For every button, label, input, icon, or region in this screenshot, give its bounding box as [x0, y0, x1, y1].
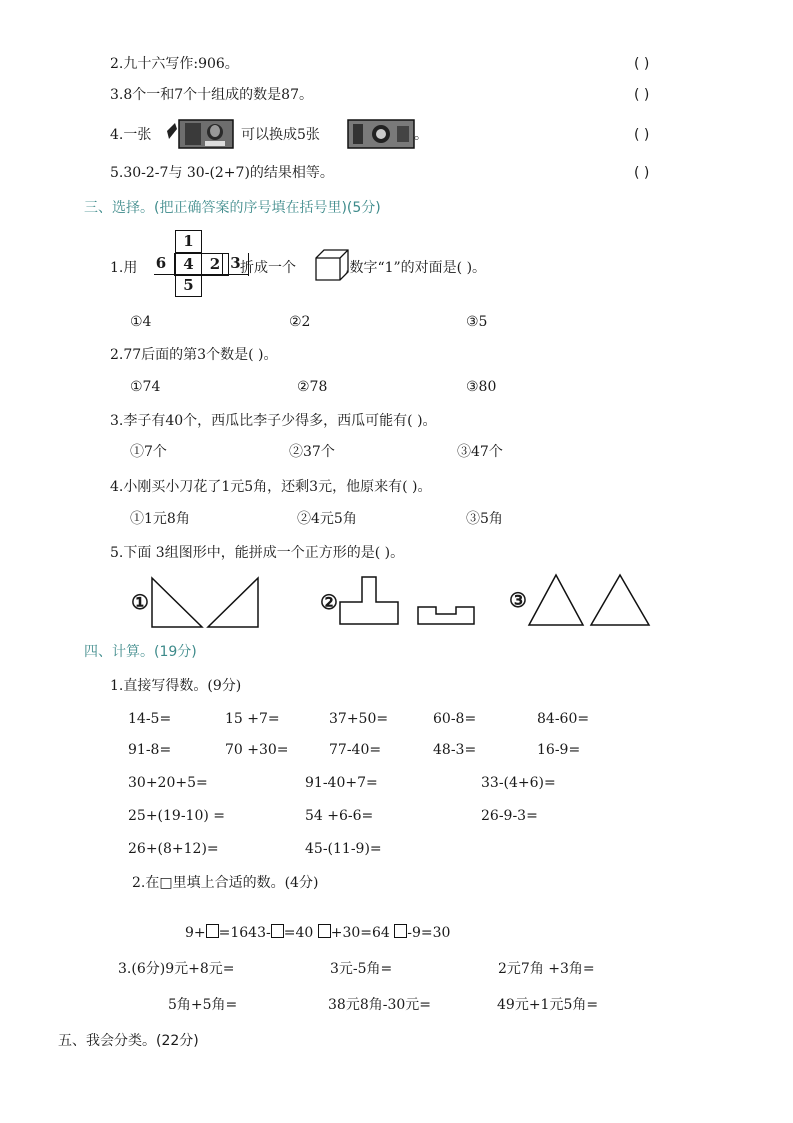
- section-5-heading: 五、我会分类。(22分): [58, 1033, 199, 1049]
- judge-item-4-pre: 4.一张: [110, 127, 152, 143]
- shape-group-label: ③: [509, 588, 527, 612]
- cube-net-figure: [148, 228, 248, 300]
- calc-expr[interactable]: 30+20+5=: [128, 775, 208, 791]
- calc-expr[interactable]: 45-(11-9)=: [305, 841, 382, 857]
- calc-expr[interactable]: 14-5=: [128, 711, 172, 727]
- net-face: 5: [175, 274, 202, 297]
- calc-expr[interactable]: 2元7角 +3角=: [498, 961, 595, 977]
- expr-part: 9+: [185, 925, 206, 941]
- fill-box[interactable]: [394, 924, 407, 938]
- answer-paren[interactable]: ( ): [634, 56, 650, 72]
- calc-expr[interactable]: 91-40+7=: [305, 775, 378, 791]
- net-face: 6: [148, 253, 175, 276]
- choice-q1-mid: 折成一个: [240, 260, 296, 276]
- calc-expr[interactable]: 26-9-3=: [481, 808, 538, 824]
- option[interactable]: ③80: [466, 379, 497, 395]
- calc-expr[interactable]: 91-8=: [128, 742, 172, 758]
- calc-expr[interactable]: 9元+8元=: [165, 961, 235, 977]
- t-shape-and-notched-rect-figure: [338, 574, 480, 629]
- calc-expr[interactable]: 5角+5角=: [168, 997, 238, 1013]
- fill-box[interactable]: [271, 924, 284, 938]
- choice-q2: 2.77后面的第3个数是( )。: [110, 347, 278, 363]
- section-3-heading: 三、选择。(把正确答案的序号填在括号里)(5分): [84, 200, 381, 216]
- section-4-heading: 四、计算。(19分): [84, 644, 197, 660]
- calc-expr[interactable]: 26+(8+12)=: [128, 841, 219, 857]
- net-face: 3: [222, 253, 249, 276]
- calc-expr[interactable]: 15 +7=: [225, 711, 280, 727]
- hundred-yuan-note-icon: [165, 117, 235, 151]
- calc-expr[interactable]: 49元+1元5角=: [497, 997, 599, 1013]
- option[interactable]: ③5角: [466, 511, 503, 527]
- net-face: 2: [202, 253, 229, 276]
- choice-q1-pre: 1.用: [110, 260, 138, 276]
- expr-part: -9=30: [407, 925, 451, 941]
- calc-expr[interactable]: 77-40=: [329, 742, 382, 758]
- twenty-yuan-note-icon: [347, 118, 415, 150]
- expr-part: =1643-: [218, 925, 271, 941]
- calc-expr[interactable]: 54 +6-6=: [305, 808, 374, 824]
- calc-expr[interactable]: 3元-5角=: [330, 961, 393, 977]
- calc-expr[interactable]: 37+50=: [329, 711, 389, 727]
- calc-expr[interactable]: 16-9=: [537, 742, 581, 758]
- fill-box[interactable]: [318, 924, 331, 938]
- answer-paren[interactable]: ( ): [634, 127, 650, 143]
- expr-part: +30=64: [330, 925, 395, 941]
- fill-box[interactable]: [206, 924, 219, 938]
- option[interactable]: ①7个: [130, 444, 167, 460]
- calc-part-2-title: 2.在□里填上合适的数。(4分): [132, 875, 319, 891]
- two-equilateral-triangles-figure: [527, 572, 653, 628]
- net-face: 4: [175, 253, 202, 276]
- choice-q3: 3.李子有40个，西瓜比李子少得多，西瓜可能有( )。: [110, 413, 437, 429]
- calc-part-1-title: 1.直接写得数。(9分): [110, 678, 242, 694]
- expr-part: =40: [283, 925, 318, 941]
- option[interactable]: ②37个: [289, 444, 335, 460]
- calc-part-3-prefix: 3.(6分): [118, 961, 166, 977]
- shape-group-label: ①: [131, 590, 149, 614]
- net-face: 1: [175, 230, 202, 253]
- calc-expr[interactable]: 60-8=: [433, 711, 477, 727]
- judge-item-3: 3.8个一和7个十组成的数是87。: [110, 87, 313, 103]
- two-right-triangles-figure: [150, 575, 262, 630]
- shape-group-label: ②: [320, 590, 338, 614]
- option[interactable]: ①4: [130, 314, 152, 330]
- option[interactable]: ②2: [289, 314, 311, 330]
- choice-q4: 4.小刚买小刀花了1元5角，还剩3元，他原来有( )。: [110, 479, 432, 495]
- option[interactable]: ②78: [297, 379, 328, 395]
- option[interactable]: ①74: [130, 379, 161, 395]
- option[interactable]: ③5: [466, 314, 488, 330]
- option[interactable]: ③47个: [457, 444, 503, 460]
- judge-item-4-post: 。: [414, 127, 428, 143]
- answer-paren[interactable]: ( ): [634, 87, 650, 103]
- option[interactable]: ②4元5角: [297, 511, 357, 527]
- calc-expr[interactable]: 70 +30=: [225, 742, 289, 758]
- calc-part-3-row-1: [118, 960, 234, 978]
- judge-item-2: 2.九十六写作:906。: [110, 56, 239, 72]
- calc-expr[interactable]: 48-3=: [433, 742, 477, 758]
- judge-item-4-mid: 可以换成5张: [241, 127, 320, 143]
- choice-q1-post: ,数字“1”的对面是( )。: [345, 260, 487, 276]
- calc-expr[interactable]: 33-(4+6)=: [481, 775, 556, 791]
- calc-expr[interactable]: 25+(19-10) =: [128, 808, 226, 824]
- option[interactable]: ①1元8角: [130, 511, 190, 527]
- calc-expr[interactable]: 38元8角-30元=: [328, 997, 431, 1013]
- choice-q5: 5.下面 3组图形中，能拼成一个正方形的是( )。: [110, 545, 405, 561]
- judge-item-5: 5.30-2-7与 30-(2+7)的结果相等。: [110, 165, 334, 181]
- calc-expr[interactable]: 84-60=: [537, 711, 590, 727]
- answer-paren[interactable]: ( ): [634, 165, 650, 181]
- fill-box-expressions: [185, 924, 450, 942]
